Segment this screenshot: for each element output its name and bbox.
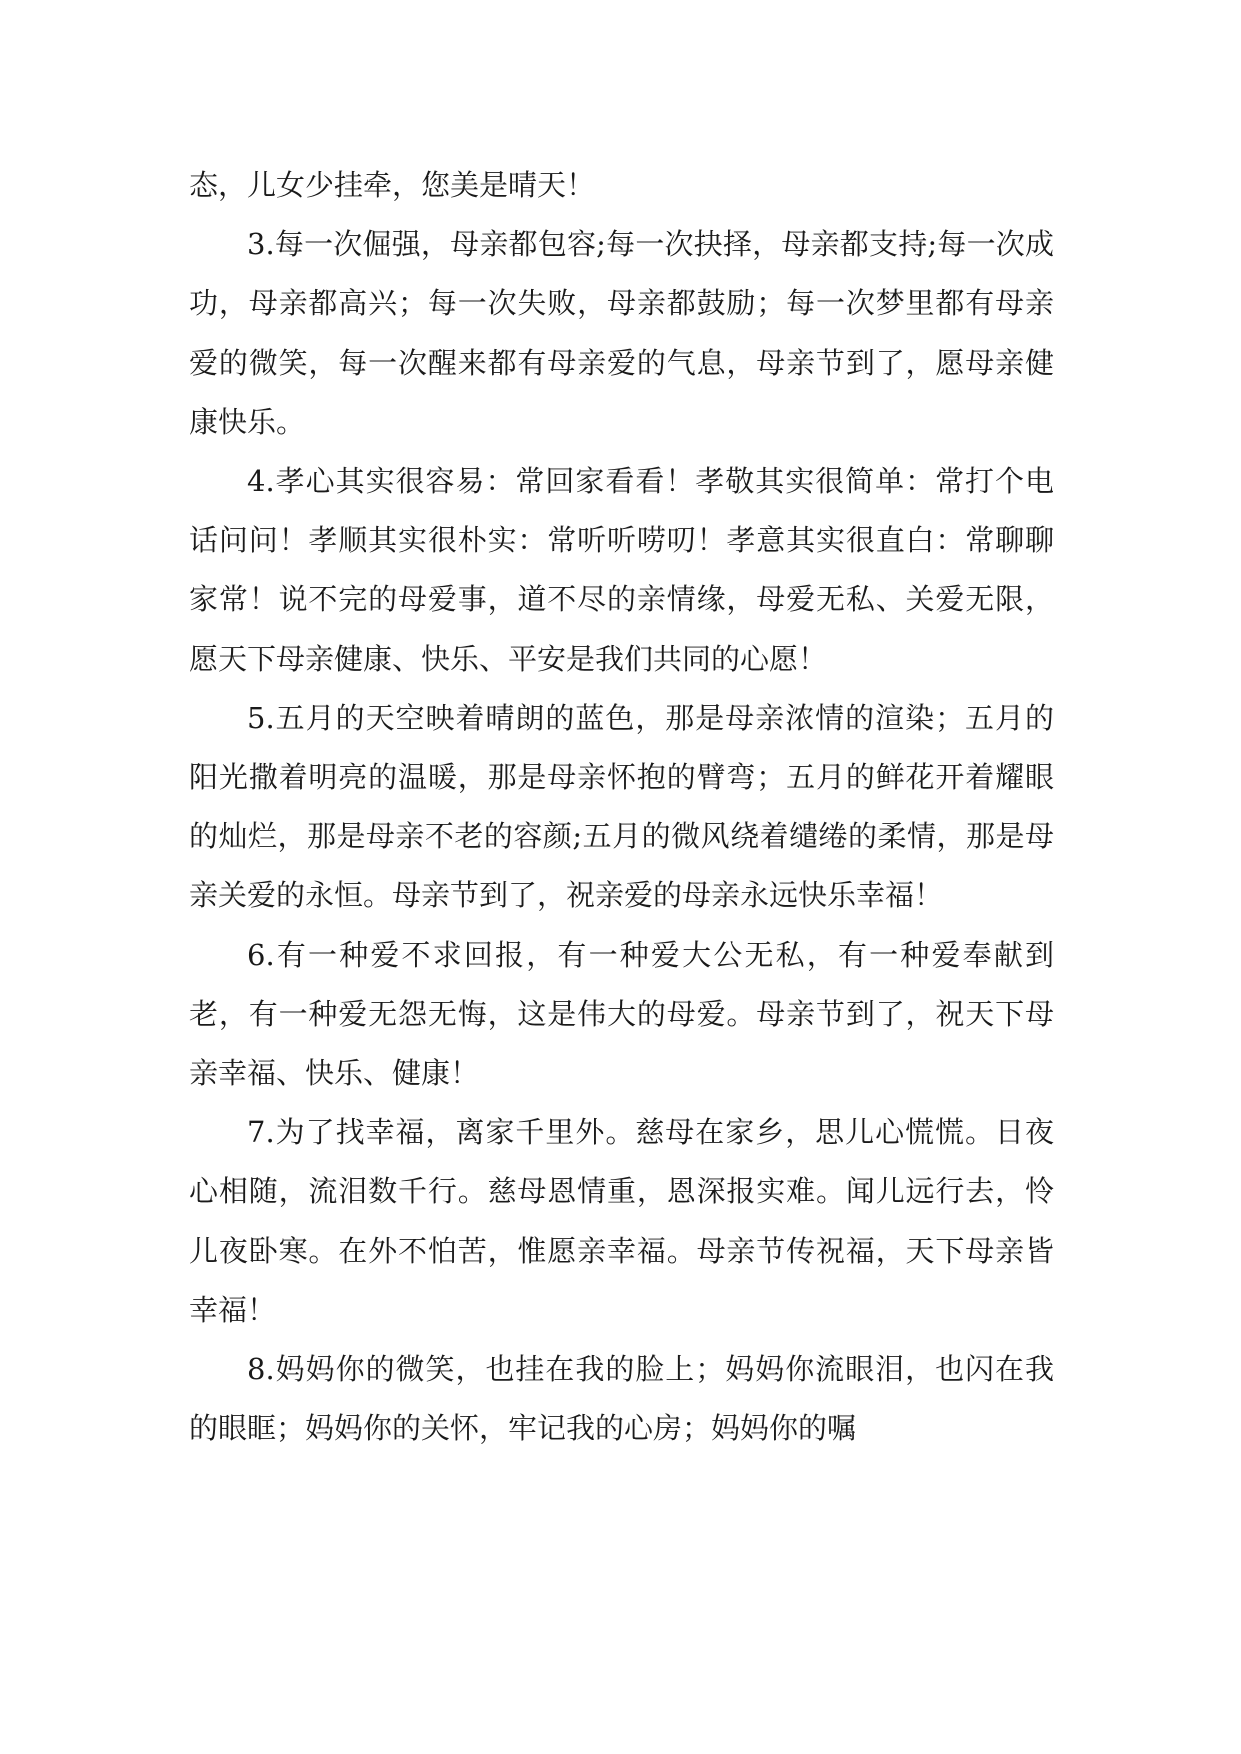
paragraph-6: 6.有一种爱不求回报，有一种爱大公无私，有一种爱奉献到老，有一种爱无怨无悔，这是伟大的母爱。母亲节到了，祝天下母亲幸福、快乐、健康！ [189,937,1054,1091]
paragraph-4: 4.孝心其实很容易：常回家看看！孝敬其实很简单：常打个电话问问！孝顺其实很朴实：常听听唠叨！孝意其实很直白：常聊聊家常！说不完的母爱事，道不尽的亲情缘，母爱无私、关爱无限，愿天下母亲健康、快乐、平安是我们共同的心愿！ [189,464,1054,676]
paragraph-7: 7.为了找幸福，离家千里外。慈母在家乡，思儿心慌慌。日夜心相随，流泪数千行。慈母恩情重，恩深报实难。闻儿远行去，怜儿夜卧寒。在外不怕苦，惟愿亲幸福。母亲节传祝福，天下母亲皆幸福！ [189,1115,1054,1327]
paragraph-continuation: 态，儿女少挂牵，您美是晴天！ [189,168,596,202]
paragraph-5: 5.五月的天空映着晴朗的蓝色，那是母亲浓情的渲染；五月的阳光撒着明亮的温暖，那是母亲怀抱的臂弯；五月的鲜花开着耀眼的灿烂，那是母亲不老的容颜;五月的微风绕着缱绻的柔情，那是母亲关爱的永恒。母亲节到了，祝亲爱的母亲永远快乐幸福！ [189,700,1054,913]
paragraph-8: 8.妈妈你的微笑，也挂在我的脸上；妈妈你流眼泪，也闪在我的眼眶；妈妈你的关怀，牢记我的心房；妈妈你的嘱 [189,1352,1054,1446]
paragraph-3: 3.每一次倔强，母亲都包容;每一次抉择，母亲都支持;每一次成功，母亲都高兴；每一次失败，母亲都鼓励；每一次梦里都有母亲爱的微笑，每一次醒来都有母亲爱的气息，母亲节到了，愿母亲健康快乐。 [189,227,1054,439]
document-body [189,156,1054,1458]
